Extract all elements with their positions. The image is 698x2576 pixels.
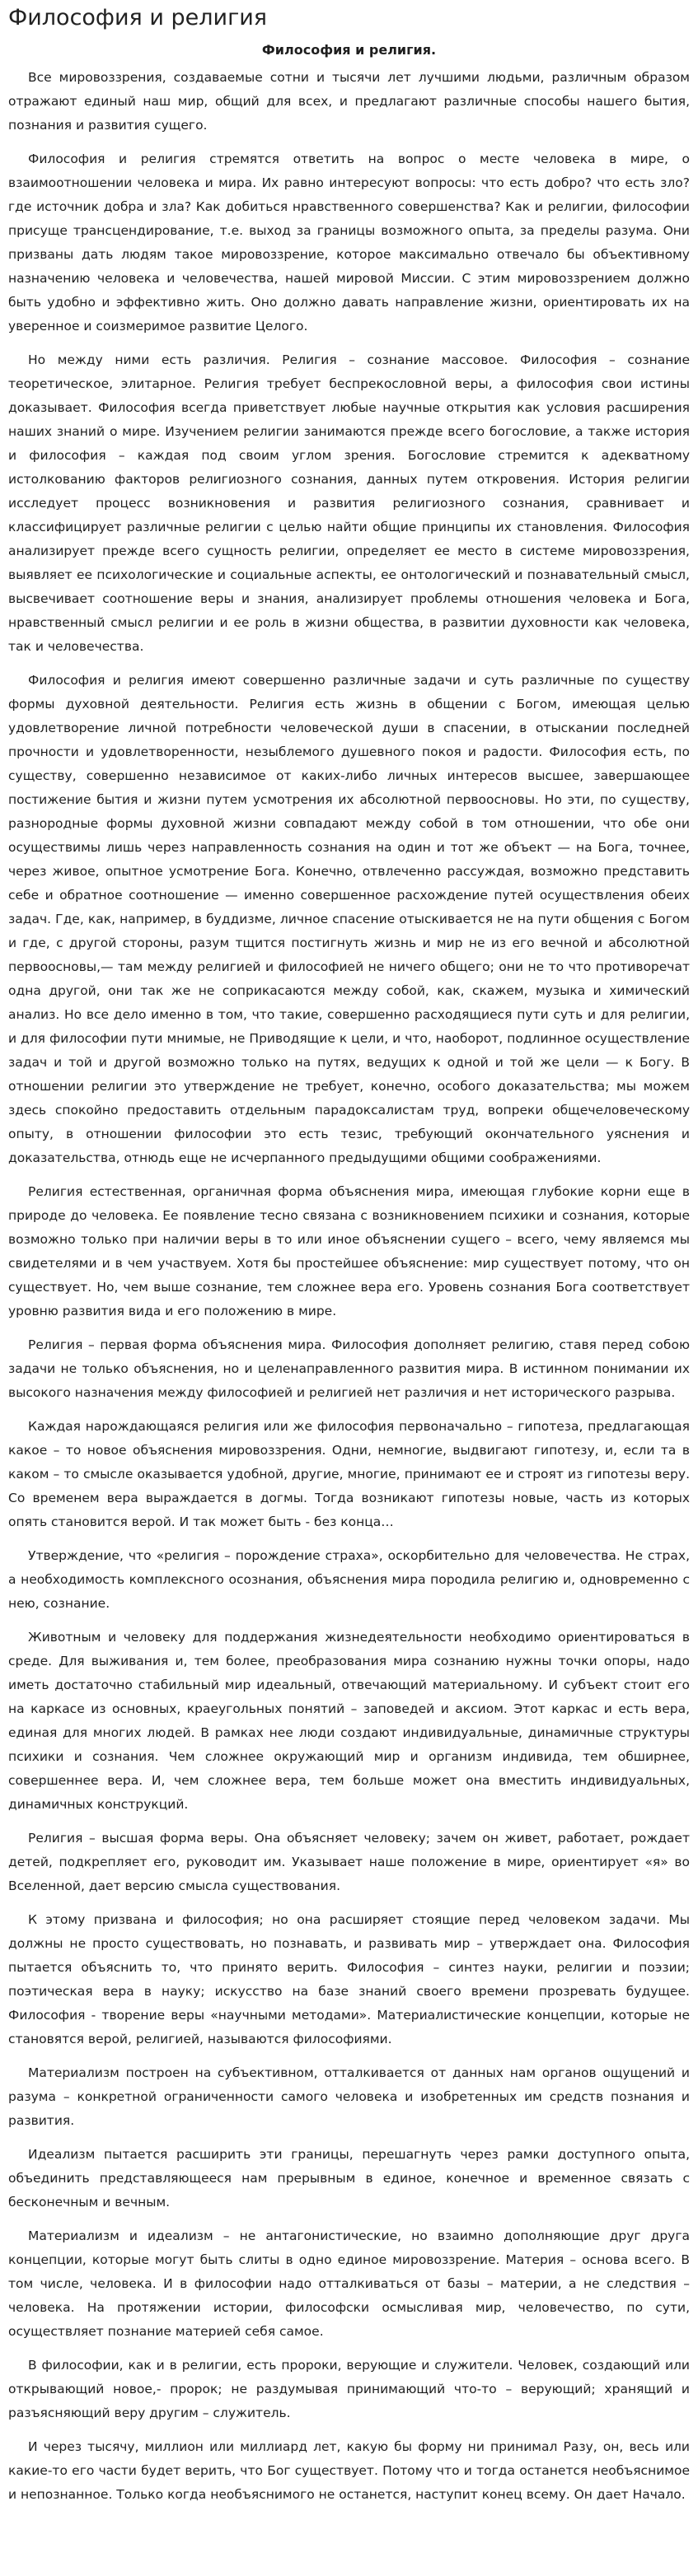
paragraph: И через тысячу, миллион или миллиард лет, какую бы форму ни принимал Разу, он, весь или какие-то его части будет верить, что Бог существует. Потому что и тогда останется необъяснимое и непознанное. Только когда необъяснимого не останется, наступит конец всему. Он дает Начало.	[8, 2439, 690, 2502]
paragraph: В философии, как и в религии, есть пророки, верующие и служители. Человек, создающий или открывающий новое,- пророк; не раздумывая принимающий что-то – верующий; хранящий и разъясняющий веру другим – служитель.	[8, 2358, 690, 2420]
paragraph: Идеализм пытается расширить эти границы, перешагнуть через рамки доступного опыта, объединить представляющееся нам прерывным в единое, конечное и временное связать с бесконечным и вечным.	[8, 2147, 690, 2210]
paragraph: Религия естественная, органичная форма объяснения мира, имеющая глубокие корни еще в природе до человека. Ее появление тесно связана с возникновением психики и сознания, которые возможно только при наличии веры в то или иное объяснении сущего – всего, чему являемся мы свидетелями и в чем участвуем. Хотя бы простейшее объяснение: мир существует потому, что он существует. Но, чем выше сознание, тем сложнее вера его. Уровень сознания Бога соответствует уровню развития вида и его положению в мире.	[8, 1184, 690, 1318]
paragraph: Все мировоззрения, создаваемые сотни и тысячи лет лучшими людьми, различным образом отражают единый наш мир, общий для всех, и предлагают различные способы нашего бытия, познания и развития сущего.	[8, 70, 690, 133]
paragraph: Философия и религия имеют совершенно различные задачи и суть различные по существу формы духовной деятельности. Религия есть жизнь в общении с Богом, имеющая целью удовлетворение личной потребности человеческой души в спасении, в отыскании последней прочности и удовлетворенности, незыблемого душевного покоя и радости. Философия есть, по существу, совершенно независимое от каких-либо личных интересов высшее, завершающее постижение бытия и жизни путем усмотрения их абсолютной первоосновы. Но эти, по существу, разнородные формы духовной жизни совпадают между собой в том отношении, что обе они осуществимы лишь через направленность сознания на один и тот же объект — на Бога, точнее, через живое, опытное усмотрение Бога. Конечно, отвлеченно рассуждая, возможно представить себе и обратное соотношение — именно совершенное расхождение путей осуществления обеих задач. Где, как, например, в буддизме, личное спасение отыскивается не на пути общения с Богом и где, с другой стороны, разум тщится постигнуть жизнь и мир не из его вечной и абсолютной первоосновы,— там между религией и философией не ничего общего; они не то что противоречат одна другой, они так же не соприкасаются между собой, как, скажем, музыка и химический анализ. Но все дело именно в том, что такие, совершенно расходящиеся пути суть и для религии, и для философии пути мнимые, не Приводящие к цели, и что, наоборот, подлинное осуществление задач и той и другой возможно только на путях, ведущих к одной и той же цели — к Богу. В отношении религии это утверждение не требует, конечно, особого доказательства; мы можем здесь спокойно предоставить отдельным парадоксалистам труд, вопреки общечеловеческому опыту, в отношении философии это есть тезис, требующий окончательного уяснения и доказательства, отнюдь еще не исчерпанного предыдущими общими соображениями.	[8, 673, 690, 1165]
article-title: Философия и религия.	[261, 42, 437, 58]
paragraph: Животным и человеку для поддержания жизнедеятельности необходимо ориентироваться в среде. Для выживания и, тем более, преобразования мира сознанию нужны точки опоры, надо иметь достаточно стабильный мир идеальный, отвечающий материальному. И субъект стоит его на каркасе из основных, краеугольных понятий – заповедей и аксиом. Этот каркас и есть вера, единая для многих людей. В рамках нее люди создают индивидуальные, динамичные структуры психики и сознания. Чем сложнее окружающий мир и организм индивида, тем обширнее, совершеннее вера. И, чем сложнее вера, тем больше может она вместить индивидуальных, динамичных конструкций.	[8, 1630, 690, 1812]
article-body	[8, 66, 690, 2507]
paragraph: Утверждение, что «религия – порождение страха», оскорбительно для человечества. Не страх, а необходимость комплексного осознания, объяснения мира породила религию и, одновременно с нею, сознание.	[8, 1548, 690, 1611]
paragraph: Религия – высшая форма веры. Она объясняет человеку; зачем он живет, работает, рождает детей, подкрепляет его, руководит им. Указывает наше положение в мире, ориентирует «я» во Вселенной, дает версию смысла существования.	[8, 1831, 690, 1893]
paragraph: Материализм построен на субъективном, отталкивается от данных нам органов ощущений и разума – конкретной ограниченности самого человека и изобретенных им средств познания и развития.	[8, 2065, 690, 2128]
paragraph: Религия – первая форма объяснения мира. Философия дополняет религию, ставя перед собою задачи не только объяснения, но и целенаправленного развития мира. В истинном понимании их высокого назначения между философией и религией нет различия и нет исторического разрыва.	[8, 1337, 690, 1400]
paragraph: Каждая нарождающаяся религия или же философия первоначально – гипотеза, предлагающая какое – то новое объяснения мировоззрения. Одни, немногие, выдвигают гипотезу, и, если та в каком – то смысле оказывается удобной, другие, многие, принимают ее и строят из гипотезы веру. Со временем вера выраждается в догмы. Тогда возникают гипотезы новые, часть из которых опять становится верой. И так может быть - без конца…	[8, 1419, 690, 1529]
page-title: Философия и религия	[8, 5, 268, 30]
paragraph: Материализм и идеализм – не антагонистические, но взаимно дополняющие друг друга концепции, которые могут быть слиты в одно единое мировоззрение. Материя – основа всего. В том числе, человека. И в философии надо отталкиваться от базы – материи, а не следствия – человека. На протяжении истории, философски осмысливая мир, человечество, по сути, осуществляет познание материей себя самое.	[8, 2228, 690, 2339]
paragraph: К этому призвана и философия; но она расширяет стоящие перед человеком задачи. Мы должны не просто существовать, но познавать, и развивать мир – утверждает она. Философия пытается объяснить то, что принято верить. Философия – синтез науки, религии и поэзии; поэтическая вера в науку; искусство на базе знаний своего времени прозревать будущее. Философия - творение веры «научными методами». Материалистические концепции, которые не становятся верой, религией, называются философиями.	[8, 1912, 690, 2046]
paragraph: Но между ними есть различия. Религия – сознание массовое. Философия – сознание теоретическое, элитарное. Религия требует беспрекословной веры, а философия свои истины доказывает. Философия всегда приветствует любые научные открытия как условия расширения наших знаний о мире. Изучением религии занимаются прежде всего богословие, а также история и философия – каждая под своим углом зрения. Богословие стремится к адекватному истолкованию факторов религиозного сознания, данных путем откровения. История религии исследует процесс возникновения и развития религиозного сознания, сравнивает и классифицирует различные религии с целью найти общие принципы их становления. Философия анализирует прежде всего сущность религии, определяет ее место в системе мировоззрения, выявляет ее психологические и социальные аспекты, ее онтологический и познавательный смысл, высвечивает соотношение веры и знания, анализирует проблемы отношения человека и Бога, нравственный смысл религии и ее роль в жизни общества, в развитии духовности как человека, так и человечества.	[8, 352, 690, 654]
paragraph: Философия и религия стремятся ответить на вопрос о месте человека в мире, о взаимоотношении человека и мира. Их равно интересуют вопросы: что есть добро? что есть зло? где источник добра и зла? Как добиться нравственного совершенства? Как и религии, философии присуще трансцендирование, т.е. выход за границы возможного опыта, за пределы разума. Они призваны дать людям такое мировоззрение, которое максимально отвечало бы объективному назначению человека и человечества, нашей мировой Миссии. С этим мировоззрением должно быть удобно и эффективно жить. Оно должно давать направление жизни, ориентировать их на уверенное и соизмеримое развитие Целого.	[8, 152, 690, 334]
